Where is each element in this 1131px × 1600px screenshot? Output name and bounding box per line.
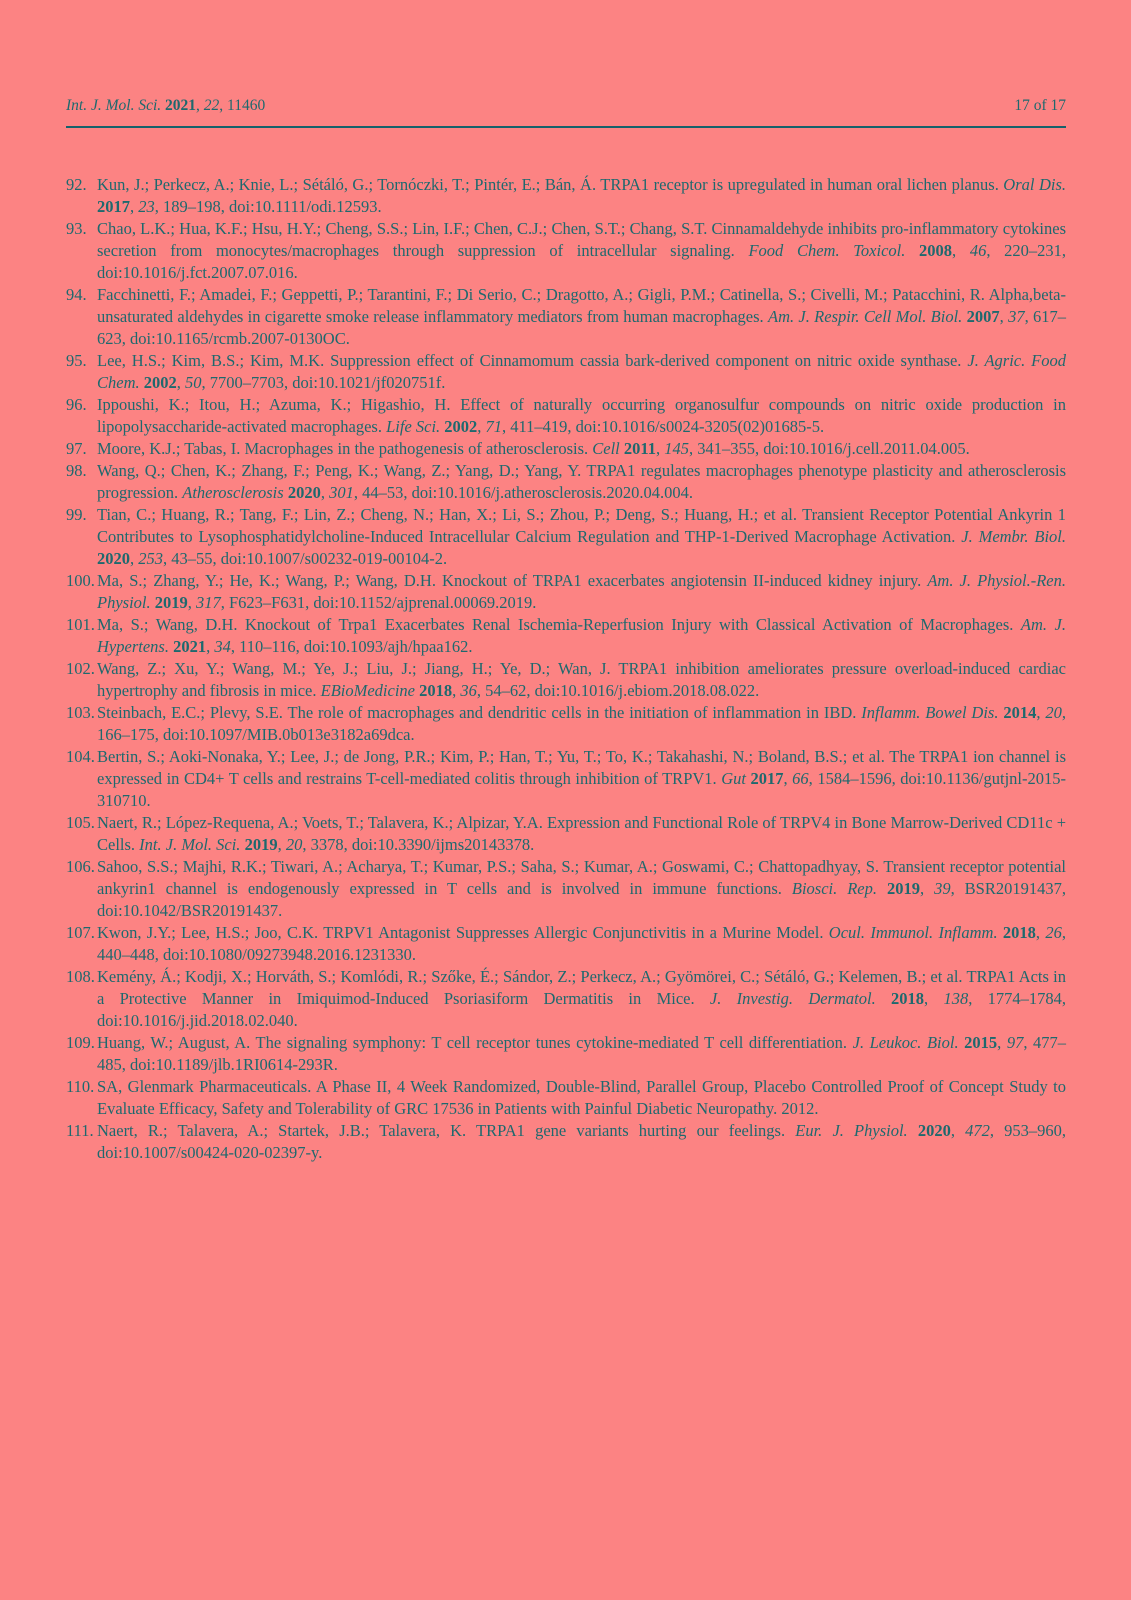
reference-item	[66, 350, 1066, 394]
text-segment: Cell	[592, 439, 624, 458]
text-segment: , 43–55, doi:10.1007/s00232-019-00104-2.	[163, 549, 448, 568]
text-segment: Food Chem. Toxicol.	[748, 241, 920, 260]
text-segment: ,	[924, 989, 944, 1008]
text-segment: 2018	[1002, 923, 1036, 942]
text-segment: 301	[329, 483, 354, 502]
text-segment: Gut	[721, 769, 751, 788]
text-segment: 2002	[143, 373, 177, 392]
reference-number: 97.	[66, 439, 87, 458]
reference-number: 101.	[66, 615, 95, 634]
text-segment: ,	[952, 241, 970, 260]
text-segment: J. Leukoc. Biol.	[852, 1033, 965, 1052]
text-segment: Sahoo, S.S.; Majhi, R.K.; Tiwari, A.; Acharya, T.; Kumar, P.S.; Saha, S.; Kumar, A.; Goswami, C.; Chattopadhyay, S. Transient receptor potential ankyrin1 channel is endogenously expressed in T cells and is involved in immune functions.	[97, 857, 1066, 898]
text-segment: Kemény, Á.; Kodji, X.; Horváth, S.; Komlódi, R.; Szőke, É.; Sándor, Z.; Perkecz, A.; Gyömörei, C.; Sétáló, G.; Kelemen, B.; et al. TRPA1 Acts in a Protective Manner in Imiquimod-Induced Psoriasiform Dermatitis in Mice.	[97, 967, 1066, 1008]
text-segment: , 166–175, doi:10.1097/MIB.0b013e3182a69dca.	[97, 703, 1066, 744]
text-segment: 2017	[750, 769, 784, 788]
text-segment: J. Agric. Food Chem.	[97, 351, 1066, 392]
reference-item	[66, 174, 1066, 218]
text-segment: ,	[1036, 703, 1046, 722]
text-segment: , 341–355, doi:10.1016/j.cell.2011.04.005.	[688, 439, 970, 458]
reference-item	[66, 504, 1066, 570]
reference-item	[66, 614, 1066, 658]
reference-text	[97, 284, 1066, 350]
text-segment: 253	[138, 549, 163, 568]
text-segment: 26	[1045, 923, 1062, 942]
text-segment: Inflamm. Bowel Dis.	[861, 703, 1004, 722]
text-segment: 2018	[419, 681, 453, 700]
text-segment: J. Investig. Dermatol.	[709, 989, 891, 1008]
text-segment: Bertin, S.; Aoki-Nonaka, Y.; Lee, J.; de Jong, P.R.; Kim, P.; Han, T.; Yu, T.; To, K.; Takahashi, N.; Boland, B.S.; et al. The TRPA1 ion channel is expressed in CD4+ T cells and restrains T-cell-mediated colitis through inhibition of TRPV1.	[97, 747, 1066, 788]
text-segment: , 3378, doi:10.3390/ijms20143378.	[302, 835, 535, 854]
text-segment: Oral Dis.	[1003, 175, 1066, 194]
reference-number: 93.	[66, 219, 87, 238]
reference-text	[97, 174, 1066, 218]
text-segment: 2018	[891, 989, 924, 1008]
text-segment: 36	[460, 681, 477, 700]
text-segment: Facchinetti, F.; Amadei, F.; Geppetti, P.; Tarantini, F.; Di Serio, C.; Dragotto, A.; Gigli, P.M.; Catinella, S.; Civelli, M.; Patacchini, R. Alpha,beta-unsaturated aldehydes in cigarette smoke release inflammatory mediators from human macrophages.	[97, 285, 1066, 326]
text-segment: ,	[1035, 923, 1046, 942]
text-segment: , 189–198, doi:10.1111/odi.12593.	[154, 197, 382, 216]
text-segment: 22	[203, 97, 220, 114]
reference-text	[97, 812, 1066, 856]
text-segment: 37	[1008, 307, 1025, 326]
header-rule	[66, 126, 1066, 128]
reference-number: 107.	[66, 923, 95, 942]
reference-text	[97, 1120, 1066, 1164]
text-segment: ,	[277, 835, 286, 854]
text-segment: J. Membr. Biol.	[961, 527, 1066, 546]
text-segment: ,	[999, 307, 1009, 326]
text-segment: Huang, W.; August, A. The signaling symphony: T cell receptor tunes cytokine-mediated T cell differentiation.	[97, 1033, 853, 1052]
reference-item	[66, 1076, 1066, 1120]
reference-text	[97, 438, 1066, 460]
reference-item	[66, 570, 1066, 614]
reference-text	[97, 702, 1066, 746]
text-segment: , 110–116, doi:10.1093/ajh/hpaa162.	[230, 637, 473, 656]
text-segment: Kwon, J.Y.; Lee, H.S.; Joo, C.K. TRPV1 Antagonist Suppresses Allergic Conjunctivitis in a Murine Model.	[97, 923, 829, 942]
text-segment: EBioMedicine	[320, 681, 420, 700]
text-segment: 23	[138, 197, 155, 216]
text-segment: 2021	[173, 637, 207, 656]
text-segment: Int. J. Mol. Sci.	[139, 835, 245, 854]
text-segment: Biosci. Rep.	[791, 879, 887, 898]
reference-number: 108.	[66, 967, 95, 986]
text-segment: 34	[214, 637, 231, 656]
text-segment: Am. J. Physiol.-Ren. Physiol.	[97, 571, 1066, 612]
text-segment: 2019	[886, 879, 920, 898]
text-segment: Atherosclerosis	[182, 483, 288, 502]
text-segment: 138	[943, 989, 969, 1008]
text-segment: ,	[783, 769, 793, 788]
text-segment: SA, Glenmark Pharmaceuticals. A Phase II, 4 Week Randomized, Double-Blind, Parallel Group, Placebo Controlled Proof of Concept Study to Evaluate Efficacy, Safety and Tolerability of GRC 17536 in Patients with Painful Diabetic Neuropathy. 2012.	[97, 1077, 1066, 1118]
reference-number: 102.	[66, 659, 95, 678]
text-segment: Eur. J. Physiol.	[795, 1121, 918, 1140]
text-segment: 2007	[966, 307, 1000, 326]
page-number: 17 of 17	[1014, 97, 1066, 114]
text-segment: 2011	[623, 439, 656, 458]
reference-number: 95.	[66, 351, 87, 370]
reference-number: 98.	[66, 461, 87, 480]
text-segment: 39	[934, 879, 951, 898]
text-segment: ,	[176, 373, 185, 392]
text-segment: 20	[1045, 703, 1062, 722]
reference-text	[97, 570, 1066, 614]
text-segment: Wang, Q.; Chen, K.; Zhang, F.; Peng, K.; Wang, Z.; Yang, D.; Yang, Y. TRPA1 regulates macrophages phenotype plasticity and atherosclerosis progression.	[97, 461, 1066, 502]
text-segment: Steinbach, E.C.; Plevy, S.E. The role of macrophages and dendritic cells in the initiation of inflammation in IBD.	[97, 703, 862, 722]
text-segment: ,	[320, 483, 330, 502]
text-segment: 2002	[444, 417, 478, 436]
text-segment: Ma, S.; Wang, D.H. Knockout of Trpa1 Exacerbates Renal Ischemia-Reperfusion Injury with Classical Activation of Macrophages.	[97, 615, 1021, 634]
text-segment: , 1584–1596, doi:10.1136/gutjnl-2015-310710.	[97, 769, 1067, 810]
text-segment: 2017	[97, 197, 130, 216]
reference-item	[66, 394, 1066, 438]
text-segment: 2008	[919, 241, 953, 260]
text-segment: Ma, S.; Zhang, Y.; He, K.; Wang, P.; Wang, D.H. Knockout of TRPA1 exacerbates angiotensin II-induced kidney injury.	[97, 571, 928, 590]
reference-number: 111.	[66, 1121, 94, 1140]
reference-text	[97, 966, 1066, 1032]
reference-item	[66, 966, 1066, 1032]
text-segment: Ocul. Immunol. Inflamm.	[828, 923, 1003, 942]
reference-item	[66, 284, 1066, 350]
text-segment: ,	[196, 97, 204, 114]
reference-item	[66, 856, 1066, 922]
reference-list	[66, 174, 1066, 1164]
reference-item	[66, 812, 1066, 856]
text-segment: 2020	[287, 483, 321, 502]
text-segment: ,	[187, 593, 196, 612]
reference-text	[97, 856, 1066, 922]
text-segment: 2014	[1003, 703, 1037, 722]
reference-number: 106.	[66, 857, 95, 876]
text-segment: ,	[997, 1033, 1007, 1052]
reference-item	[66, 702, 1066, 746]
reference-item	[66, 746, 1066, 812]
reference-text	[97, 460, 1066, 504]
reference-text	[97, 922, 1066, 966]
reference-number: 104.	[66, 747, 95, 766]
text-segment: , 411–419, doi:10.1016/s0024-3205(02)01685-5.	[502, 417, 825, 436]
text-segment: , F623–F631, doi:10.1152/ajprenal.00069.2019.	[220, 593, 537, 612]
text-segment: 2019	[154, 593, 188, 612]
text-segment: ,	[477, 417, 486, 436]
reference-text	[97, 658, 1066, 702]
page-header	[66, 97, 1066, 114]
reference-item	[66, 1032, 1066, 1076]
text-segment: ,	[452, 681, 461, 700]
text-segment: Am. J. Respir. Cell Mol. Biol.	[767, 307, 967, 326]
text-segment: ,	[919, 879, 935, 898]
reference-number: 109.	[66, 1033, 95, 1052]
text-segment: 50	[185, 373, 202, 392]
text-segment: Int. J. Mol. Sci.	[66, 97, 166, 114]
reference-item	[66, 658, 1066, 702]
text-segment: 2019	[244, 835, 278, 854]
text-segment: , 477–485, doi:10.1189/jlb.1RI0614-293R.	[97, 1033, 1067, 1074]
text-segment: , 11460	[219, 97, 266, 114]
text-segment: , BSR20191437, doi:10.1042/BSR20191437.	[97, 879, 1066, 920]
reference-text	[97, 1032, 1066, 1076]
reference-number: 96.	[66, 395, 87, 414]
text-segment: , 54–62, doi:10.1016/j.ebiom.2018.08.022.	[476, 681, 760, 700]
text-segment: , 7700–7703, doi:10.1021/jf020751f.	[201, 373, 446, 392]
text-segment: Naert, R.; López-Requena, A.; Voets, T.; Talavera, K.; Alpizar, Y.A. Expression and Functional Role of TRPV4 in Bone Marrow-Derived CD11c + Cells.	[97, 813, 1066, 854]
reference-item	[66, 460, 1066, 504]
reference-number: 105.	[66, 813, 95, 832]
text-segment: Moore, K.J.; Tabas, I. Macrophages in the pathogenesis of atherosclerosis.	[97, 439, 593, 458]
reference-number: 92.	[66, 175, 87, 194]
reference-text	[97, 504, 1066, 570]
text-segment: , 44–53, doi:10.1016/j.atherosclerosis.2020.04.004.	[353, 483, 693, 502]
text-segment: 46	[969, 241, 987, 260]
reference-item	[66, 1120, 1066, 1164]
reference-text	[97, 1076, 1066, 1120]
text-segment: Naert, R.; Talavera, A.; Startek, J.B.; Talavera, K. TRPA1 gene variants hurting our feelings.	[97, 1121, 796, 1140]
text-segment: 145	[664, 439, 689, 458]
reference-text	[97, 614, 1066, 658]
text-segment: ,	[950, 1121, 966, 1140]
text-segment: , 440–448, doi:10.1080/09273948.2016.1231330.	[97, 923, 1067, 964]
text-segment: , 220–231, doi:10.1016/j.fct.2007.07.016.	[97, 241, 1067, 282]
reference-number: 110.	[66, 1077, 95, 1096]
text-segment: 317	[196, 593, 221, 612]
text-segment: 97	[1006, 1033, 1024, 1052]
text-segment: 2020	[97, 549, 130, 568]
reference-text	[97, 350, 1066, 394]
text-segment: ,	[130, 197, 139, 216]
text-segment: 66	[792, 769, 809, 788]
reference-number: 103.	[66, 703, 95, 722]
reference-item	[66, 922, 1066, 966]
text-segment: Ippoushi, K.; Itou, H.; Azuma, K.; Higashio, H. Effect of naturally occurring organosulfur compounds on nitric oxide production in lipopolysaccharide-activated macrophages.	[97, 395, 1066, 436]
text-segment: Lee, H.S.; Kim, B.S.; Kim, M.K. Suppression effect of Cinnamomum cassia bark-derived component on nitric oxide synthase.	[97, 351, 968, 370]
text-segment: Tian, C.; Huang, R.; Tang, F.; Lin, Z.; Cheng, N.; Han, X.; Li, S.; Zhou, P.; Deng, S.; Huang, H.; et al. Transient Receptor Potential Ankyrin 1 Contributes to Lysophosphatidylcholine-Induced Intracellular Calcium Regulation and THP-1-Derived Macrophage Activation.	[97, 505, 1066, 546]
text-segment: 71	[485, 417, 503, 436]
reference-text	[97, 218, 1066, 284]
reference-text	[97, 746, 1066, 812]
text-segment: 2015	[964, 1033, 998, 1052]
text-segment: Chao, L.K.; Hua, K.F.; Hsu, H.Y.; Cheng, S.S.; Lin, I.F.; Chen, C.J.; Chen, S.T.; Chang, S.T. Cinnamaldehyde inhibits pro-inflammatory cytokines secretion from monocytes/macrophages through suppression of intracellular signaling.	[97, 219, 1066, 260]
text-segment: , 1774–1784, doi:10.1016/j.jid.2018.02.040.	[97, 989, 1066, 1030]
reference-text	[97, 394, 1066, 438]
text-segment: , 617–623, doi:10.1165/rcmb.2007-0130OC.	[97, 307, 1066, 348]
reference-number: 94.	[66, 285, 87, 304]
reference-item	[66, 218, 1066, 284]
text-segment: ,	[130, 549, 139, 568]
text-segment: 2021	[165, 97, 197, 114]
journal-citation	[66, 97, 265, 114]
text-segment: ,	[655, 439, 665, 458]
text-segment: ,	[206, 637, 215, 656]
text-segment: 20	[285, 835, 303, 854]
text-segment: Am. J. Hypertens.	[97, 615, 1066, 656]
reference-item	[66, 438, 1066, 460]
reference-number: 100.	[66, 571, 95, 590]
reference-number: 99.	[66, 505, 87, 524]
text-segment: , 953–960, doi:10.1007/s00424-020-02397-y.	[97, 1121, 1067, 1162]
text-segment: Wang, Z.; Xu, Y.; Wang, M.; Ye, J.; Liu, J.; Jiang, H.; Ye, D.; Wan, J. TRPA1 inhibition ameliorates pressure overload-induced cardiac hypertrophy and fibrosis in mice.	[97, 659, 1066, 700]
text-segment: 472	[965, 1121, 990, 1140]
text-segment: 2020	[917, 1121, 951, 1140]
text-segment: Life Sci.	[386, 417, 445, 436]
text-segment: Kun, J.; Perkecz, A.; Knie, L.; Sétáló, G.; Tornóczki, T.; Pintér, E.; Bán, Á. TRPA1 receptor is upregulated in human oral lichen planus.	[97, 175, 1004, 194]
